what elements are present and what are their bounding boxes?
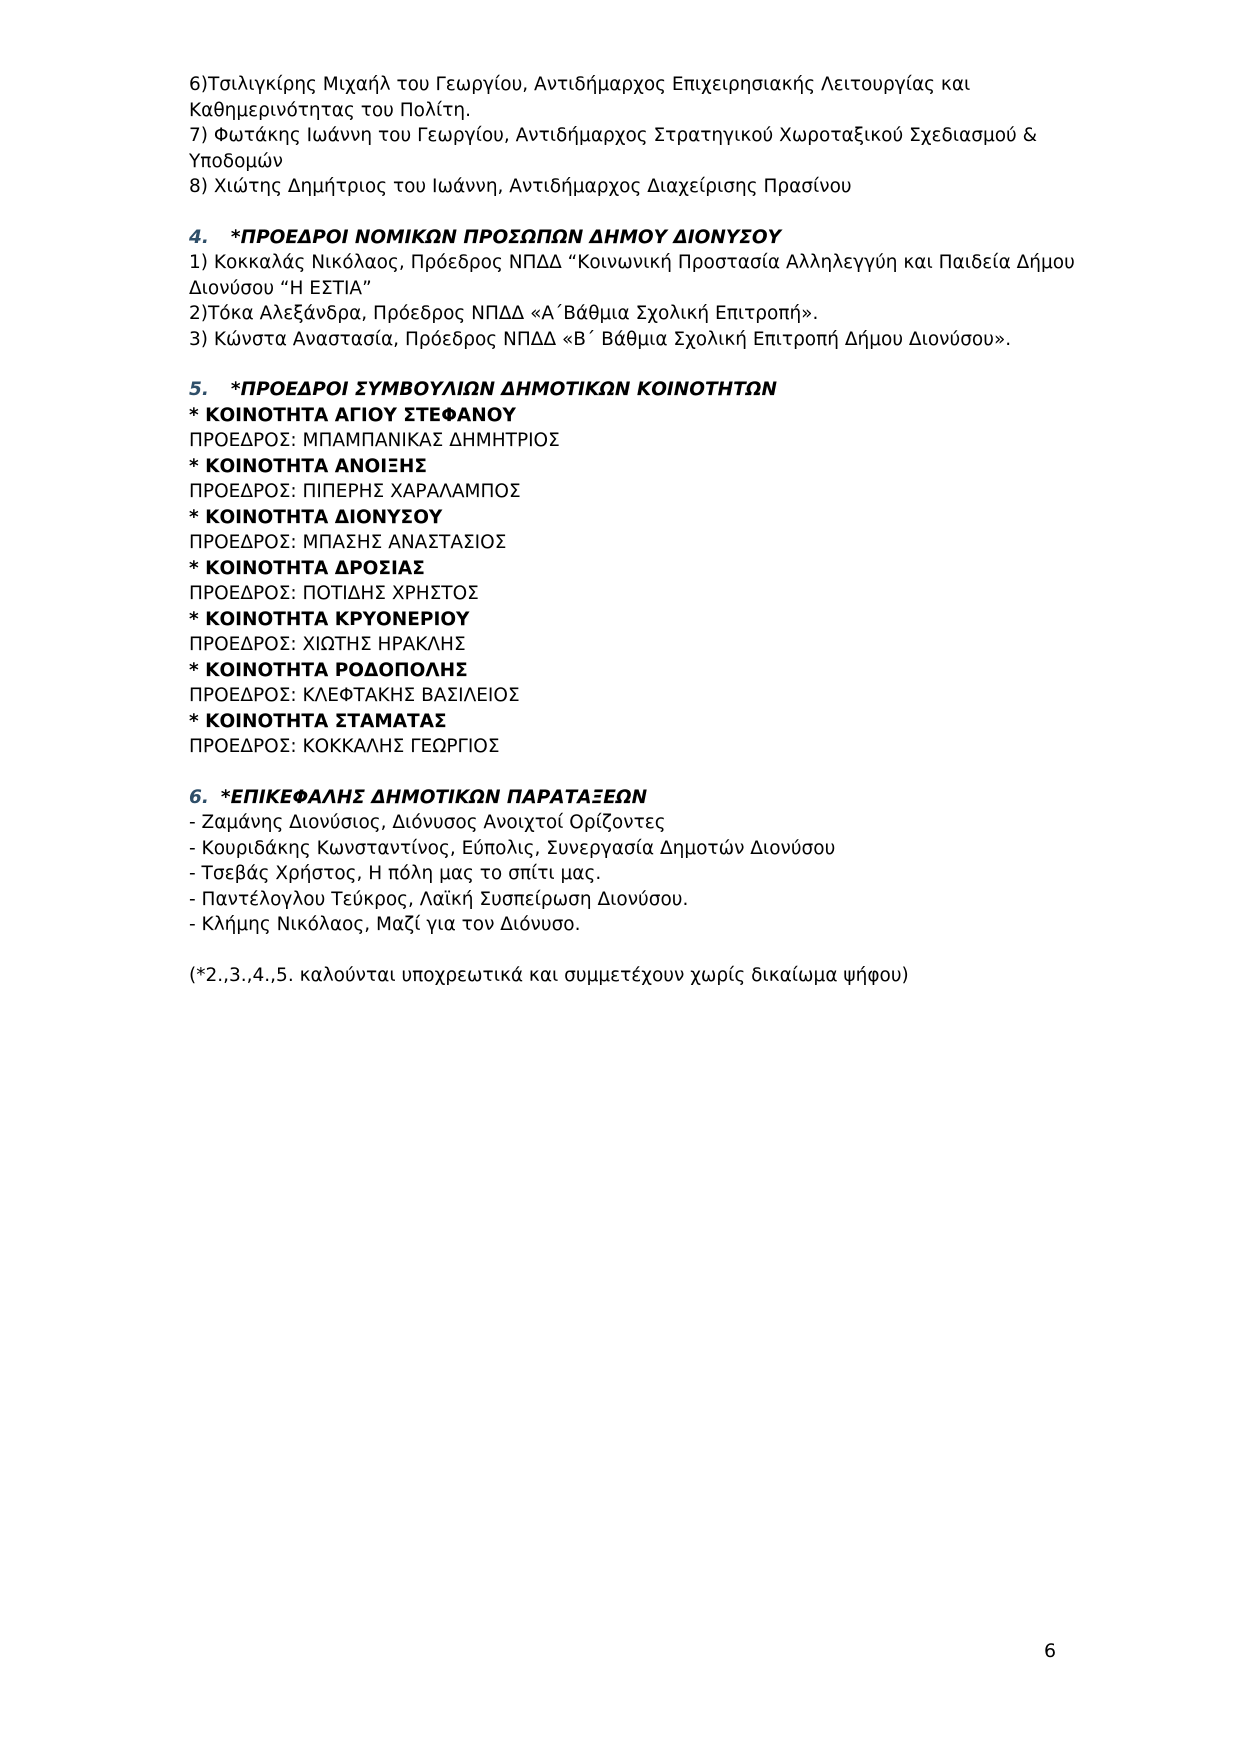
section-4-heading: [189, 225, 1069, 251]
community-president: ΠΡΟΕΔΡΟΣ: ΚΟΚΚΑΛΗΣ ΓΕΩΡΓΙΟΣ: [189, 736, 500, 757]
text-line: 8) Χιώτης Δημήτριος του Ιωάννη, Αντιδήμαρχος Διαχείρισης Πρασίνου: [189, 176, 852, 197]
section-number: 4.: [189, 226, 209, 248]
text-line: Καθημερινότητας του Πολίτη.: [189, 99, 471, 121]
section-5-heading: [189, 377, 1069, 403]
text-line: 1) Κοκκαλάς Νικόλαος, Πρόεδρος ΝΠΔΔ “Κοινωνική Προστασία Αλληλεγγύη και Παιδεία Δήμου: [189, 252, 1075, 273]
community-name: * ΚΟΙΝΟΤΗΤΑ ΑΓΙΟΥ ΣΤΕΦΑΝΟΥ: [189, 404, 516, 426]
text-line: Υποδομών: [189, 150, 283, 172]
section-title: *ΠΡΟΕΔΡΟΙ ΣΥΜΒΟΥΛΙΩΝ ΔΗΜΟΤΙΚΩΝ ΚΟΙΝΟΤΗΤΩΝ: [230, 379, 777, 400]
page-number: 6: [1044, 1640, 1057, 1662]
community-name: * ΚΟΙΝΟΤΗΤΑ ΔΙΟΝΥΣΟΥ: [189, 506, 443, 528]
section-title: *ΕΠΙΚΕΦΑΛΗΣ ΔΗΜΟΤΙΚΩΝ ΠΑΡΑΤΑΞΕΩΝ: [220, 786, 648, 808]
footnote: (*2.,3.,4.,5. καλούνται υποχρεωτικά και συμμετέχουν χωρίς δικαίωμα ψήφου): [189, 964, 909, 986]
community-president: ΠΡΟΕΔΡΟΣ: ΜΠΑΣΗΣ ΑΝΑΣΤΑΣΙΟΣ: [189, 532, 507, 553]
text-line: 7) Φωτάκης Ιωάννη του Γεωργίου, Αντιδήμαρχος Στρατηγικού Χωροταξικού Σχεδιασμού &: [189, 125, 1038, 146]
community-name: * ΚΟΙΝΟΤΗΤΑ ΡΟΔΟΠΟΛΗΣ: [189, 659, 468, 681]
list-item: - Κλήμης Νικόλαος, Μαζί για τον Διόνυσο.: [189, 914, 581, 935]
list-item: - Παντέλογλου Τεύκρος, Λαϊκή Συσπείρωση Διονύσου.: [189, 888, 689, 910]
text-line: 3) Κώνστα Αναστασία, Πρόεδρος ΝΠΔΔ «Β΄ Βάθμια Σχολική Επιτροπή Δήμου Διονύσου».: [189, 328, 1012, 350]
list-item: - Τσεβάς Χρήστος, Η πόλη μας το σπίτι μας.: [189, 863, 602, 884]
text-line: 2)Τόκα Αλεξάνδρα, Πρόεδρος ΝΠΔΔ «Α΄Βάθμια Σχολική Επιτροπή».: [189, 303, 819, 324]
section-title: *ΠΡΟΕΔΡΟΙ ΝΟΜΙΚΩΝ ΠΡΟΣΩΠΩΝ ΔΗΜΟΥ ΔΙΟΝΥΣΟΥ: [230, 226, 782, 248]
community-president: ΠΡΟΕΔΡΟΣ: ΚΛΕΦΤΑΚΗΣ ΒΑΣΙΛΕΙΟΣ: [189, 685, 520, 706]
community-president: ΠΡΟΕΔΡΟΣ: ΠΟΤΙΔΗΣ ΧΡΗΣΤΟΣ: [189, 583, 479, 604]
section-number: 6.: [189, 786, 209, 808]
community-name: * ΚΟΙΝΟΤΗΤΑ ΚΡΥΟΝΕΡΙΟΥ: [189, 608, 470, 630]
text-line: Διονύσου “Η ΕΣΤΙΑ”: [189, 277, 372, 299]
community-president: ΠΡΟΕΔΡΟΣ: ΧΙΩΤΗΣ ΗΡΑΚΛΗΣ: [189, 634, 466, 655]
section-number: 5.: [189, 379, 209, 400]
community-president: ΠΡΟΕΔΡΟΣ: ΠΙΠΕΡΗΣ ΧΑΡΑΛΑΜΠΟΣ: [189, 481, 521, 502]
community-name: * ΚΟΙΝΟΤΗΤΑ ΑΝΟΙΞΗΣ: [189, 455, 427, 477]
list-item: - Κουριδάκης Κωνσταντίνος, Εύπολις, Συνεργασία Δημοτών Διονύσου: [189, 837, 836, 859]
text-line: 6)Τσιλιγκίρης Μιχαήλ του Γεωργίου, Αντιδήμαρχος Επιχειρησιακής Λειτουργίας και: [189, 74, 971, 95]
list-item: - Ζαμάνης Διονύσιος, Διόνυσος Ανοιχτοί Ορίζοντες: [189, 812, 666, 833]
document-body: [189, 72, 1075, 988]
section-6-heading: [189, 785, 1069, 811]
community-name: * ΚΟΙΝΟΤΗΤΑ ΔΡΟΣΙΑΣ: [189, 557, 425, 579]
community-name: * ΚΟΙΝΟΤΗΤΑ ΣΤΑΜΑΤΑΣ: [189, 710, 447, 732]
community-president: ΠΡΟΕΔΡΟΣ: ΜΠΑΜΠΑΝΙΚΑΣ ΔΗΜΗΤΡΙΟΣ: [189, 430, 560, 451]
